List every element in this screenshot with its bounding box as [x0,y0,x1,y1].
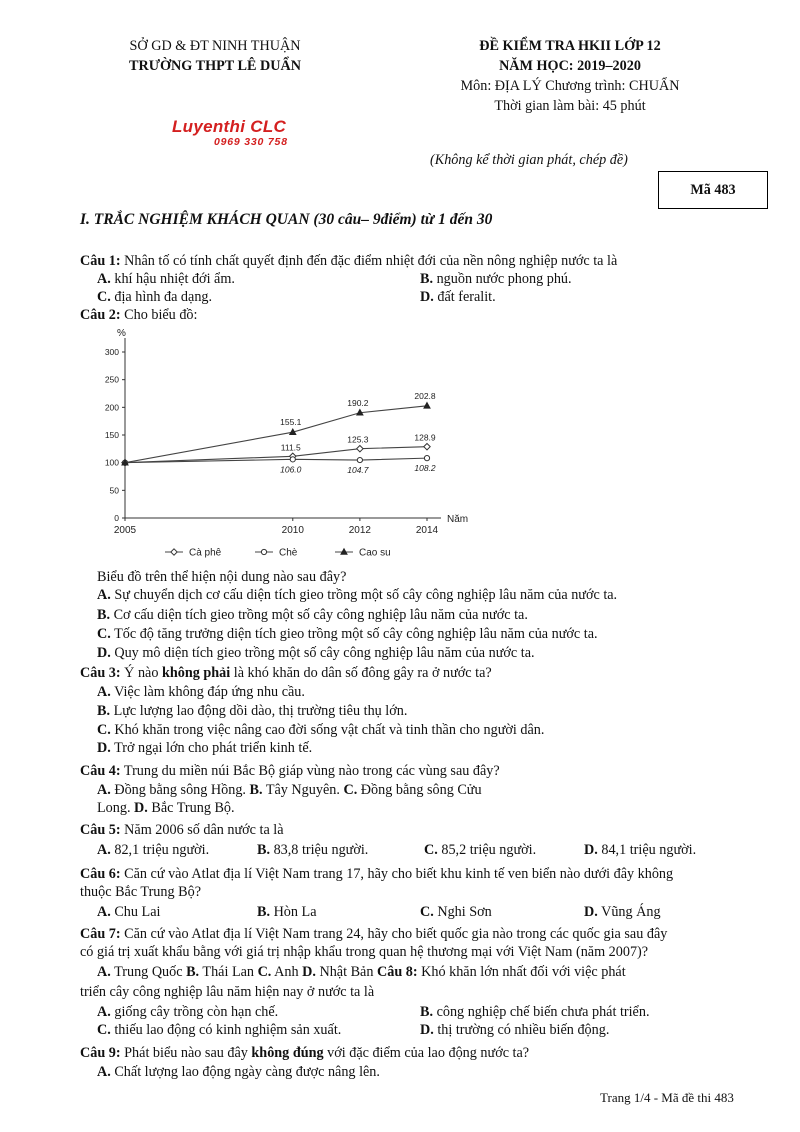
data-label-che: 106.0 [280,464,302,475]
data-point-che [290,457,295,462]
q2-option-b: B. Cơ cấu diện tích gieo trồng một số cây công nghiệp lâu năm của nước ta. [97,607,528,623]
question-2: Câu 2: Cho biểu đồ: [80,307,198,323]
series-line-che [125,458,427,463]
q3-option-b: B. Lực lượng lao động dồi dào, thị trường tiêu thụ lớn. [97,703,408,719]
q6-option-c: C. Nghi Sơn [420,904,492,920]
brand-logo-text: Luyenthi CLC [172,117,287,136]
data-label-ca-phe: 111.5 [280,442,301,453]
q2-option-a: A. Sự chuyển dịch cơ cấu diện tích gieo trồng một số cây công nghiệp lâu năm của nước ta. [97,587,618,603]
legend-label-che: Chè [279,547,298,559]
dept-name: SỞ GD & ĐT NINH THUẬN [129,38,301,54]
subject: Môn: ĐỊA LÝ Chương trình: CHUẨN [460,78,680,94]
data-point-ca-phe [357,445,363,451]
data-label-ca-phe: 128.9 [414,432,436,443]
q1-option-c: C. địa hình đa dạng. [97,289,213,305]
q2-option-d: D. Quy mô diện tích gieo trồng một số cây công nghiệp lâu năm của nước ta. [97,645,535,661]
q5-option-c: C. 85,2 triệu người. [424,842,537,858]
x-tick-label: 2012 [348,525,372,536]
q8-option-a: A. giống cây trồng còn hạn chế. [97,1004,279,1020]
page-footer: Trang 1/4 - Mã đề thi 483 [600,1090,734,1105]
exam-code-box [658,171,768,209]
legend-label-ca-phe: Cà phê [189,547,222,559]
q8-label: Câu 8: [376,964,418,980]
q3-option-a: A. Việc làm không đáp ứng nhu cầu. [97,684,305,700]
y-axis-label: % [117,328,126,339]
x-tick-label: 2010 [281,525,304,536]
q5-option-d: D. 84,1 triệu người. [584,842,697,858]
q3-option-d: D. Trở ngại lớn cho phát triển kinh tế. [97,740,313,756]
q8-option-b: B. công nghiệp chế biến chưa phát triển. [420,1004,650,1020]
y-tick-label: 300 [104,347,119,357]
legend-marker-ca-phe [171,549,177,555]
duration: Thời gian làm bài: 45 phút [494,98,646,114]
series-line-cao-su [125,406,427,463]
data-point-che [424,456,429,461]
question-5: Câu 5: Năm 2006 số dân nước ta là [80,822,284,838]
exam-note: (Không kể thời gian phát, chép đề) [430,152,628,168]
data-point-cao-su [424,402,430,408]
legend-label-cao-su: Cao su [359,547,391,559]
section-title: I. TRẮC NGHIỆM KHÁCH QUAN (30 câu– 9điểm) từ 1 đến 30 [80,211,493,228]
data-label-che: 108.2 [414,463,436,474]
x-axis-label: Năm [447,514,469,525]
brand-logo-phone: 0969 330 758 [214,136,288,148]
question-1 [80,252,617,270]
q5-option-b: B. 83,8 triệu người. [257,842,369,858]
data-label-cao-su: 202.8 [414,390,436,401]
exam-title: ĐỀ KIỂM TRA HKII LỚP 12 [479,38,661,54]
data-label-che: 104.7 [347,465,369,476]
q7-options-and-q8: A. Trung Quốc B. Thái Lan C. Anh D. Nhật Bản Câu 8: Khó khăn lớn nhất đối với việc phát [97,964,626,980]
q1-text: Nhân tố có tính chất quyết định đến đặc điểm nhiệt đới của nền nông nghiệp nước ta là [120,253,618,269]
line-chart [85,322,505,570]
q7-text-line2: có giá trị xuất khẩu bằng với giá trị nhập khẩu trong quan hệ thương mại với Việt Nam (năm 2007)? [80,944,649,960]
q6-text-line2: thuộc Bắc Trung Bộ? [80,884,201,900]
question-6: Câu 6: Căn cứ vào Atlat địa lí Việt Nam trang 17, hãy cho biết khu kinh tế ven biển nào dưới đây không [80,866,674,882]
exam-code: Mã 483 [690,182,736,198]
q1-option-d: D. đất feralit. [420,289,496,305]
question-7: Câu 7: Căn cứ vào Atlat địa lí Việt Nam trang 24, hãy cho biết quốc gia nào trong các quốc gia sau đây [80,926,668,942]
data-label-cao-su: 155.1 [280,417,302,428]
q1-option-b: B. nguồn nước phong phú. [420,271,572,287]
question-9: Câu 9: Phát biểu nào sau đây không đúng với đặc điểm của lao động nước ta? [80,1045,530,1061]
q2-question: Biểu đồ trên thể hiện nội dung nào sau đây? [97,569,347,585]
q5-option-a: A. 82,1 triệu người. [97,842,210,858]
q6-option-d: D. Vũng Áng [584,904,661,920]
q4-options-line1: A. Đồng bằng sông Hồng. B. Tây Nguyên. C. Đồng bằng sông Cửu [97,782,482,798]
y-tick-label: 250 [104,374,119,385]
y-tick-label: 50 [109,485,119,496]
legend-marker-che [261,549,266,554]
q1-option-a: A. khí hậu nhiệt đới ẩm. [97,271,235,287]
q6-option-a: A. Chu Lai [97,904,161,920]
q8-text-line2: triển cây công nghiệp lâu năm hiện nay ở nước ta là [80,984,375,1000]
question-4: Câu 4: Trung du miền núi Bắc Bộ giáp vùng nào trong các vùng sau đây? [80,763,500,779]
data-point-ca-phe [424,443,430,449]
x-tick-label: 2014 [415,525,439,536]
q6-option-b: B. Hòn La [257,904,317,920]
q2-label: Câu 2: [80,307,121,323]
q3-option-c: C. Khó khăn trong việc nâng cao đời sống vật chất và tinh thần cho người dân. [97,722,545,738]
q1-label: Câu 1: [80,253,121,269]
question-3: Câu 3: Ý nào không phải là khó khăn do dân số đông gây ra ở nước ta? [80,665,492,681]
q8-option-d: D. thị trường có nhiều biến động. [420,1022,610,1038]
y-tick-label: 0 [114,513,119,523]
q2-option-c: C. Tốc độ tăng trưởng diện tích gieo trồng một số cây công nghiệp lâu năm của nước ta. [97,626,598,642]
data-label-ca-phe: 125.3 [347,434,369,445]
school-year: NĂM HỌC: 2019–2020 [499,58,641,74]
q9-option-a: A. Chất lượng lao động ngày càng được nâng lên. [97,1064,380,1080]
school-name: TRƯỜNG THPT LÊ DUẨN [129,58,301,74]
y-tick-label: 150 [104,430,119,440]
q8-option-c: C. thiếu lao động có kinh nghiệm sản xuất. [97,1022,342,1038]
y-tick-label: 200 [104,402,119,413]
y-tick-label: 100 [104,457,119,468]
q4-options-line2: Long. D. Bắc Trung Bộ. [97,800,235,816]
data-label-cao-su: 190.2 [347,397,369,408]
data-point-che [357,457,362,462]
x-tick-label: 2005 [113,525,137,536]
